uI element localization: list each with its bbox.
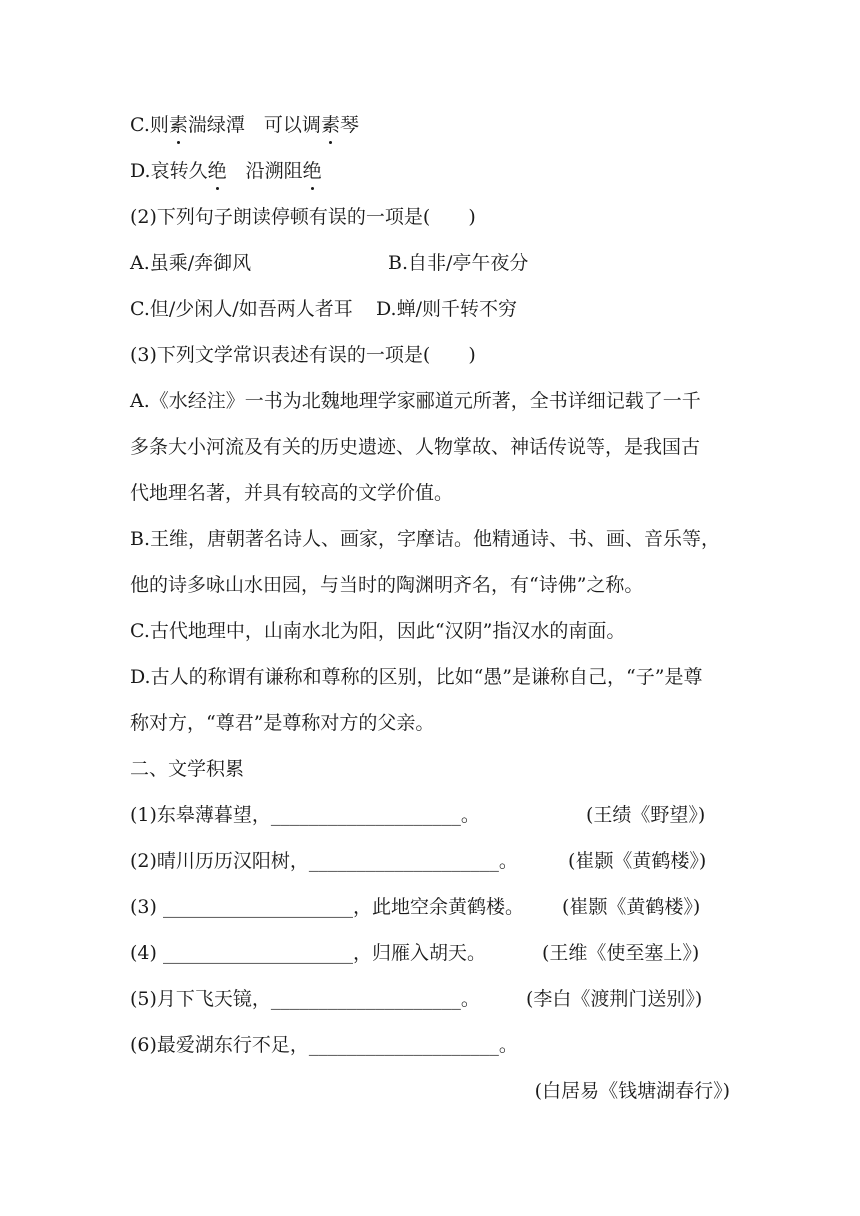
emphasis-dot-char: 素 xyxy=(320,114,340,136)
fill-blank-text: (6)最爱湖东行不足，____________________。 xyxy=(130,1034,518,1056)
fill-blank-text: (2)晴川历历汉阳树，____________________。 xyxy=(130,850,518,872)
q1-option-c-part: C.则 xyxy=(130,114,169,136)
q2-option-a: A.虽乘/奔御风 xyxy=(130,252,252,274)
q3-option-d-line: D.古人的称谓有谦称和尊称的区别，比如“愚”是谦称自己，“子”是尊 xyxy=(130,666,703,688)
fill-blank-text: (4) ____________________，归雁入胡天。 xyxy=(130,942,486,964)
poem-source: (崔颢《黄鹤楼》) xyxy=(562,896,701,918)
poem-source-line xyxy=(130,1078,730,1104)
poem-source: (李白《渡荆门送别》) xyxy=(526,988,703,1010)
q2-options-ab xyxy=(130,250,730,276)
fill-blank-item xyxy=(130,986,730,1012)
fill-blank-item xyxy=(130,940,730,966)
q3-option-a-line: 多条大小河流及有关的历史遗迹、人物掌故、神话传说等，是我国古 xyxy=(130,436,701,458)
q3-option-d-line: 称对方，“尊君”是尊称对方的父亲。 xyxy=(130,712,435,734)
section-title: 二、文学积累 xyxy=(130,758,245,780)
q3-option-c: C.古代地理中，山南水北为阳，因此“汉阴”指汉水的南面。 xyxy=(130,620,626,642)
fill-blank-text: (1)东皋薄暮望，____________________。 xyxy=(130,804,480,826)
q1-option-c xyxy=(130,112,730,138)
q3-stem: (3)下列文学常识表述有误的一项是( ) xyxy=(130,344,476,366)
q2-option-c: C.但/少闲人/如吾两人者耳 xyxy=(130,298,353,320)
q1-option-c-part: 琴 xyxy=(339,114,359,136)
poem-source: (崔颢《黄鹤楼》) xyxy=(568,850,707,872)
q3-option-b-line: B.王维，唐朝著名诗人、画家，字摩诘。他精通诗、书、画、音乐等， xyxy=(130,528,721,550)
q1-option-c-part: 湍绿潭 可以调 xyxy=(187,114,321,136)
poem-source: (白居易《钱塘湖春行》) xyxy=(534,1080,730,1102)
emphasis-dot-char: 绝 xyxy=(302,160,322,182)
fill-blank-item xyxy=(130,802,730,828)
fill-blank-item xyxy=(130,894,730,920)
emphasis-dot-char: 绝 xyxy=(207,160,227,182)
emphasis-dot-char: 素 xyxy=(168,114,188,136)
poem-source: (王绩《野望》) xyxy=(586,804,706,826)
q2-options-cd xyxy=(130,296,730,322)
q1-option-d-part: 沿溯阻 xyxy=(226,160,303,182)
q2-option-d: D.蝉/则千转不穷 xyxy=(376,298,517,320)
q3-option-b-line: 他的诗多咏山水田园，与当时的陶渊明齐名，有“诗佛”之称。 xyxy=(130,574,644,596)
q1-option-d xyxy=(130,158,730,184)
q3-option-a-line: A.《水经注》一书为北魏地理学家郦道元所著，全书详细记载了一千 xyxy=(130,390,701,412)
fill-blank-text: (3) ____________________，此地空余黄鹤楼。 xyxy=(130,896,524,918)
fill-blank-text: (5)月下飞天镜，____________________。 xyxy=(130,988,480,1010)
q1-option-d-part: D.哀转久 xyxy=(130,160,208,182)
q3-option-a-line: 代地理名著，并具有较高的文学价值。 xyxy=(130,482,454,504)
q2-option-b: B.自非/亭午夜分 xyxy=(388,252,529,274)
fill-blank-item xyxy=(130,1032,730,1058)
q2-stem: (2)下列句子朗读停顿有误的一项是( ) xyxy=(130,206,476,228)
poem-source: (王维《使至塞上》) xyxy=(542,942,700,964)
fill-blank-item xyxy=(130,848,730,874)
